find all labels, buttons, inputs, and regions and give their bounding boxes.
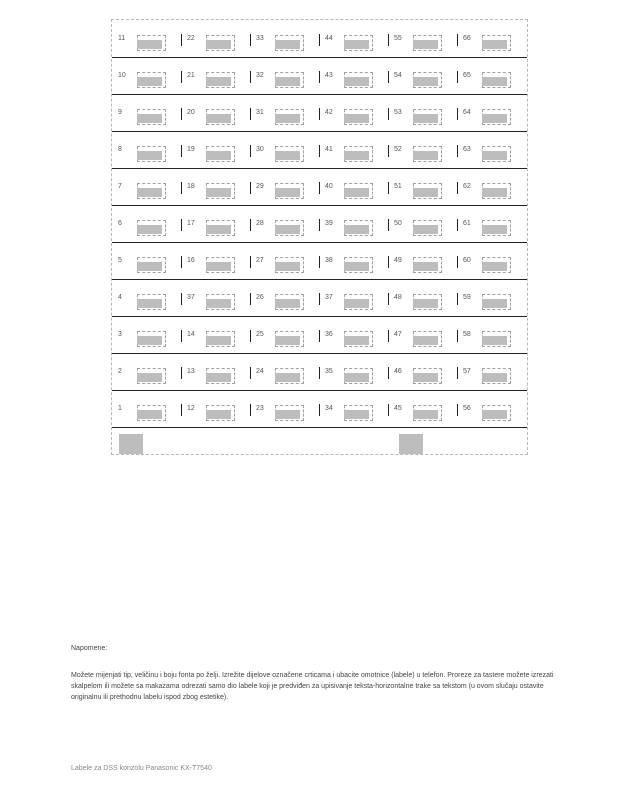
cell-separator — [388, 182, 389, 194]
key-cutout — [275, 373, 300, 382]
cell-separator — [457, 219, 458, 231]
key-number: 41 — [325, 146, 333, 153]
insert-tab — [399, 434, 423, 454]
key-cutout — [344, 262, 369, 271]
key-number: 47 — [394, 331, 402, 338]
label-cell — [250, 206, 319, 242]
cell-separator — [388, 145, 389, 157]
key-cutout — [275, 262, 300, 271]
key-cutout — [344, 225, 369, 234]
cell-separator — [388, 71, 389, 83]
label-cell — [388, 317, 457, 353]
key-number: 29 — [256, 183, 264, 190]
notes-body: Možete mijenjati tip, veličinu i boju fonta po želji. Izrežite dijelove označene crticama i ubacite omotnice (labele) u telefon. Proreze za tastere možete izrezati skalpelom ili možete sa makazama odrezati samo dio labele koji je predviđen za upisivanje teksta-horizontalne trake sa tekstom (u ovom slučaju ostavite originalnu ili prethodnu labelu ispod zbog estetike). — [71, 672, 554, 701]
key-number: 38 — [325, 257, 333, 264]
label-cell — [388, 280, 457, 316]
key-number: 62 — [463, 183, 471, 190]
cell-separator — [388, 367, 389, 379]
key-number: 8 — [118, 146, 122, 153]
key-cutout — [206, 225, 231, 234]
key-cutout — [206, 336, 231, 345]
label-cell — [388, 243, 457, 279]
key-cutout — [275, 151, 300, 160]
key-number: 2 — [118, 368, 122, 375]
label-cell — [181, 206, 250, 242]
key-number: 51 — [394, 183, 402, 190]
key-number: 66 — [463, 35, 471, 42]
label-cell — [319, 169, 388, 205]
cell-separator — [250, 330, 251, 342]
key-cutout — [413, 77, 438, 86]
key-cutout — [482, 410, 507, 419]
key-cutout — [275, 114, 300, 123]
key-cutout — [413, 336, 438, 345]
key-number: 60 — [463, 257, 471, 264]
key-number: 65 — [463, 72, 471, 79]
key-cutout — [482, 114, 507, 123]
key-number: 59 — [463, 294, 471, 301]
key-cutout — [275, 410, 300, 419]
label-cell — [112, 243, 181, 279]
cell-separator — [319, 330, 320, 342]
cell-separator — [457, 404, 458, 416]
key-number: 55 — [394, 35, 402, 42]
key-number: 10 — [118, 72, 126, 79]
label-cell — [457, 206, 526, 242]
cell-separator — [181, 256, 182, 268]
label-cell — [250, 391, 319, 427]
key-number: 5 — [118, 257, 122, 264]
label-cell — [250, 243, 319, 279]
key-number: 1 — [118, 405, 122, 412]
cell-separator — [388, 256, 389, 268]
key-number: 21 — [187, 72, 195, 79]
key-number: 49 — [394, 257, 402, 264]
label-row — [112, 169, 527, 206]
key-cutout — [275, 77, 300, 86]
label-cell — [112, 21, 181, 57]
key-cutout — [275, 299, 300, 308]
label-row — [112, 95, 527, 132]
label-cell — [388, 354, 457, 390]
key-number: 37 — [325, 294, 333, 301]
key-number: 6 — [118, 220, 122, 227]
label-cell — [388, 169, 457, 205]
key-number: 7 — [118, 183, 122, 190]
cell-separator — [457, 34, 458, 46]
label-cell — [457, 169, 526, 205]
key-number: 57 — [463, 368, 471, 375]
label-cell — [388, 391, 457, 427]
key-number: 35 — [325, 368, 333, 375]
cell-separator — [319, 219, 320, 231]
key-number: 61 — [463, 220, 471, 227]
key-number: 26 — [256, 294, 264, 301]
key-cutout — [344, 40, 369, 49]
key-number: 46 — [394, 368, 402, 375]
key-number: 31 — [256, 109, 264, 116]
key-cutout — [137, 151, 162, 160]
key-cutout — [137, 373, 162, 382]
key-number: 19 — [187, 146, 195, 153]
label-cell — [112, 95, 181, 131]
key-cutout — [344, 77, 369, 86]
label-row — [112, 58, 527, 95]
key-number: 34 — [325, 405, 333, 412]
key-number: 44 — [325, 35, 333, 42]
cell-separator — [457, 367, 458, 379]
label-cell — [250, 58, 319, 94]
key-number: 11 — [118, 35, 126, 42]
cell-separator — [250, 108, 251, 120]
key-cutout — [137, 188, 162, 197]
bottom-tab-row — [112, 434, 527, 454]
label-cell — [181, 132, 250, 168]
key-number: 28 — [256, 220, 264, 227]
cell-separator — [181, 145, 182, 157]
key-cutout — [206, 151, 231, 160]
cell-separator — [181, 219, 182, 231]
cell-separator — [250, 71, 251, 83]
key-cutout — [344, 373, 369, 382]
key-cutout — [344, 299, 369, 308]
footer-text: Labele za DSS konzolu Panasonic KX-T7540 — [71, 765, 212, 772]
key-number: 22 — [187, 35, 195, 42]
key-cutout — [206, 40, 231, 49]
key-cutout — [206, 188, 231, 197]
key-number: 30 — [256, 146, 264, 153]
key-number: 54 — [394, 72, 402, 79]
key-cutout — [137, 77, 162, 86]
key-cutout — [482, 299, 507, 308]
key-number: 24 — [256, 368, 264, 375]
key-cutout — [344, 188, 369, 197]
label-cell — [319, 391, 388, 427]
cell-separator — [250, 293, 251, 305]
label-cell — [112, 354, 181, 390]
label-row — [112, 21, 527, 58]
key-cutout — [413, 151, 438, 160]
cell-separator — [319, 367, 320, 379]
cell-separator — [319, 34, 320, 46]
label-cell — [112, 391, 181, 427]
label-cell — [181, 95, 250, 131]
key-cutout — [206, 410, 231, 419]
label-cell — [319, 243, 388, 279]
key-cutout — [344, 114, 369, 123]
key-number: 27 — [256, 257, 264, 264]
key-cutout — [275, 336, 300, 345]
label-cell — [319, 280, 388, 316]
key-number: 37 — [187, 294, 195, 301]
key-number: 39 — [325, 220, 333, 227]
insert-tab — [119, 434, 143, 454]
label-cell — [319, 132, 388, 168]
key-cutout — [137, 225, 162, 234]
label-row — [112, 132, 527, 169]
cell-separator — [181, 34, 182, 46]
label-cell — [181, 317, 250, 353]
key-cutout — [206, 114, 231, 123]
label-cell — [319, 58, 388, 94]
key-cutout — [137, 336, 162, 345]
cell-separator — [250, 256, 251, 268]
cell-separator — [250, 367, 251, 379]
cell-separator — [457, 71, 458, 83]
key-number: 12 — [187, 405, 195, 412]
label-row — [112, 280, 527, 317]
key-number: 20 — [187, 109, 195, 116]
key-number: 56 — [463, 405, 471, 412]
key-cutout — [482, 225, 507, 234]
key-number: 25 — [256, 331, 264, 338]
label-cell — [319, 21, 388, 57]
cell-separator — [319, 145, 320, 157]
key-cutout — [206, 262, 231, 271]
cell-separator — [250, 34, 251, 46]
label-cell — [181, 21, 250, 57]
key-number: 3 — [118, 331, 122, 338]
key-cutout — [482, 40, 507, 49]
label-cell — [457, 21, 526, 57]
cell-separator — [250, 145, 251, 157]
key-number: 32 — [256, 72, 264, 79]
label-cell — [319, 95, 388, 131]
key-number: 36 — [325, 331, 333, 338]
label-cell — [181, 391, 250, 427]
cell-separator — [319, 404, 320, 416]
label-cell — [250, 354, 319, 390]
key-number: 13 — [187, 368, 195, 375]
cell-separator — [388, 293, 389, 305]
label-row — [112, 206, 527, 243]
key-number: 48 — [394, 294, 402, 301]
label-cell — [457, 243, 526, 279]
label-row — [112, 317, 527, 354]
label-cell — [112, 132, 181, 168]
label-cell — [112, 317, 181, 353]
label-cell — [250, 169, 319, 205]
key-number: 40 — [325, 183, 333, 190]
key-number: 52 — [394, 146, 402, 153]
cell-separator — [181, 71, 182, 83]
label-row — [112, 243, 527, 280]
cell-separator — [319, 71, 320, 83]
label-cell — [457, 58, 526, 94]
key-number: 45 — [394, 405, 402, 412]
key-cutout — [482, 336, 507, 345]
key-number: 43 — [325, 72, 333, 79]
cell-separator — [181, 182, 182, 194]
key-cutout — [137, 410, 162, 419]
label-cell — [319, 354, 388, 390]
cell-separator — [457, 256, 458, 268]
key-number: 33 — [256, 35, 264, 42]
key-cutout — [413, 114, 438, 123]
key-cutout — [482, 151, 507, 160]
label-cell — [250, 21, 319, 57]
cell-separator — [319, 108, 320, 120]
key-number: 4 — [118, 294, 122, 301]
label-cell — [388, 21, 457, 57]
label-cell — [250, 132, 319, 168]
key-cutout — [482, 373, 507, 382]
key-number: 18 — [187, 183, 195, 190]
key-number: 58 — [463, 331, 471, 338]
key-number: 23 — [256, 405, 264, 412]
cell-separator — [388, 219, 389, 231]
key-cutout — [413, 188, 438, 197]
key-number: 53 — [394, 109, 402, 116]
label-cell — [388, 95, 457, 131]
label-cell — [112, 206, 181, 242]
key-cutout — [206, 299, 231, 308]
key-cutout — [482, 77, 507, 86]
label-cell — [457, 354, 526, 390]
key-number: 9 — [118, 109, 122, 116]
label-cell — [319, 206, 388, 242]
key-cutout — [413, 262, 438, 271]
key-cutout — [137, 40, 162, 49]
label-cell — [112, 280, 181, 316]
label-cell — [457, 280, 526, 316]
label-cell — [181, 354, 250, 390]
key-cutout — [344, 151, 369, 160]
cell-separator — [250, 219, 251, 231]
cell-separator — [181, 108, 182, 120]
label-cell — [112, 58, 181, 94]
cell-separator — [319, 293, 320, 305]
key-number: 50 — [394, 220, 402, 227]
label-cell — [181, 280, 250, 316]
key-number: 14 — [187, 331, 195, 338]
label-cell — [181, 58, 250, 94]
label-cell — [388, 132, 457, 168]
label-cell — [388, 58, 457, 94]
key-cutout — [275, 225, 300, 234]
cell-separator — [250, 404, 251, 416]
key-number: 64 — [463, 109, 471, 116]
key-cutout — [275, 188, 300, 197]
label-cell — [250, 95, 319, 131]
key-cutout — [413, 410, 438, 419]
label-cell — [457, 132, 526, 168]
key-cutout — [482, 262, 507, 271]
label-cell — [250, 317, 319, 353]
label-sheet — [111, 19, 528, 455]
label-row — [112, 354, 527, 391]
key-number: 16 — [187, 257, 195, 264]
cell-separator — [181, 404, 182, 416]
cell-separator — [388, 330, 389, 342]
label-cell — [112, 169, 181, 205]
cell-separator — [388, 108, 389, 120]
cell-separator — [388, 34, 389, 46]
label-cell — [457, 317, 526, 353]
key-cutout — [206, 77, 231, 86]
cell-separator — [319, 182, 320, 194]
cell-separator — [457, 145, 458, 157]
cell-separator — [319, 256, 320, 268]
cell-separator — [388, 404, 389, 416]
cell-separator — [457, 293, 458, 305]
key-cutout — [413, 225, 438, 234]
key-number: 63 — [463, 146, 471, 153]
cell-separator — [457, 182, 458, 194]
key-cutout — [344, 410, 369, 419]
cell-separator — [457, 108, 458, 120]
key-cutout — [413, 299, 438, 308]
cell-separator — [250, 182, 251, 194]
label-row — [112, 391, 527, 428]
label-cell — [181, 243, 250, 279]
key-cutout — [482, 188, 507, 197]
label-cell — [250, 280, 319, 316]
key-cutout — [344, 336, 369, 345]
cell-separator — [181, 367, 182, 379]
label-cell — [457, 391, 526, 427]
key-cutout — [137, 262, 162, 271]
cell-separator — [457, 330, 458, 342]
key-cutout — [137, 114, 162, 123]
label-cell — [319, 317, 388, 353]
key-cutout — [413, 40, 438, 49]
label-cell — [388, 206, 457, 242]
key-cutout — [275, 40, 300, 49]
label-cell — [457, 95, 526, 131]
label-cell — [181, 169, 250, 205]
key-cutout — [137, 299, 162, 308]
cell-separator — [181, 293, 182, 305]
notes-title: Napomene: — [71, 645, 108, 652]
key-number: 17 — [187, 220, 195, 227]
key-cutout — [206, 373, 231, 382]
key-cutout — [413, 373, 438, 382]
cell-separator — [181, 330, 182, 342]
key-number: 42 — [325, 109, 333, 116]
